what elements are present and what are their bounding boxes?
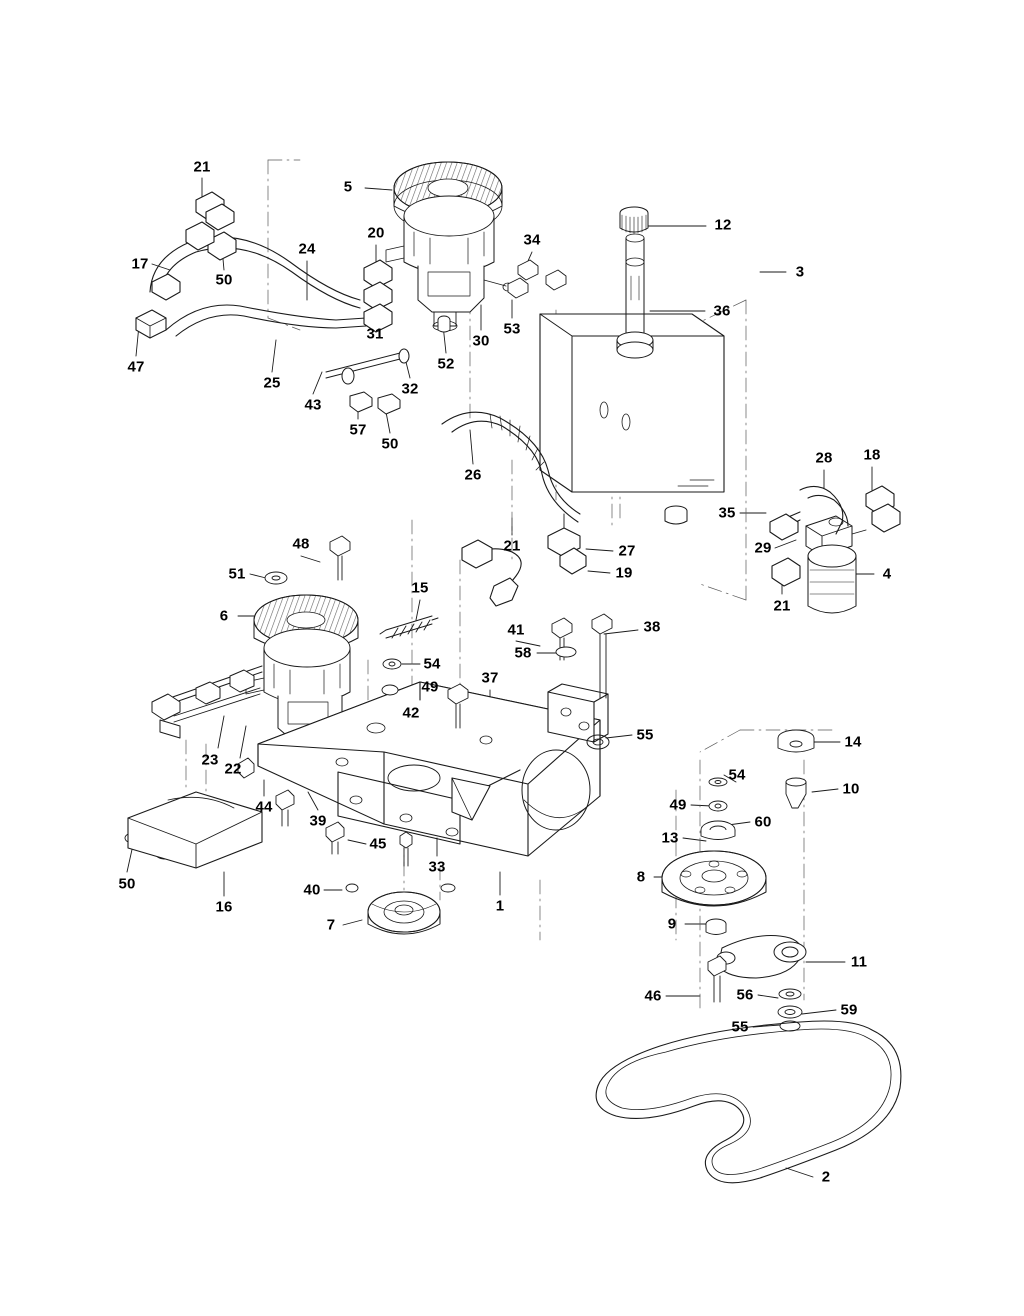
callout-59: 59 [840,1001,858,1019]
callout-43: 43 [304,396,322,414]
callout-18: 18 [863,446,881,464]
callout-30: 30 [472,332,490,350]
callout-31: 31 [366,325,384,343]
callout-11: 11 [850,953,868,971]
callout-23: 23 [201,751,219,769]
callout-34: 34 [523,231,541,249]
callout-32: 32 [401,380,419,398]
callout-21-c: 21 [773,597,791,615]
callout-27: 27 [618,542,636,560]
callout-53: 53 [503,320,521,338]
callout-3: 3 [795,263,805,281]
callout-7: 7 [326,916,336,934]
callout-19: 19 [615,564,633,582]
callout-22: 22 [224,760,242,778]
callout-12: 12 [714,216,732,234]
callout-44: 44 [255,798,273,816]
callout-50-b: 50 [381,435,399,453]
callout-37: 37 [481,669,499,687]
callout-17: 17 [131,255,149,273]
callout-21: 21 [193,158,211,176]
callout-48: 48 [292,535,310,553]
callout-56: 56 [736,986,754,1004]
callout-29: 29 [754,539,772,557]
callout-45: 45 [369,835,387,853]
callout-25: 25 [263,374,281,392]
callout-52: 52 [437,355,455,373]
callout-16: 16 [215,898,233,916]
callout-40: 40 [303,881,321,899]
callout-55-a: 55 [636,726,654,744]
callout-60: 60 [754,813,772,831]
callout-47: 47 [127,358,145,376]
callout-38: 38 [643,618,661,636]
callout-39: 39 [309,812,327,830]
callout-36: 36 [713,302,731,320]
callout-24: 24 [298,240,316,258]
callout-49-b: 49 [669,796,687,814]
callout-13: 13 [661,829,679,847]
callout-21-b: 21 [503,537,521,555]
callout-2: 2 [821,1168,831,1186]
callout-51: 51 [228,565,246,583]
callout-33: 33 [428,858,446,876]
callout-1: 1 [495,897,505,915]
callout-4: 4 [882,565,892,583]
callout-28: 28 [815,449,833,467]
callout-50-a: 50 [215,271,233,289]
callout-15: 15 [411,579,429,597]
callout-8: 8 [636,868,646,886]
callout-58: 58 [514,644,532,662]
callout-54-b: 54 [728,766,746,784]
callout-49-a: 49 [421,678,439,696]
callout-26: 26 [464,466,482,484]
callout-57: 57 [349,421,367,439]
callout-5: 5 [343,178,353,196]
callout-10: 10 [842,780,860,798]
callout-54-a: 54 [423,655,441,673]
callout-55-b: 55 [731,1018,749,1036]
callout-20: 20 [367,224,385,242]
callout-46: 46 [644,987,662,1005]
callout-50-c: 50 [118,875,136,893]
callout-9: 9 [667,915,677,933]
callout-35: 35 [718,504,736,522]
callout-14: 14 [844,733,862,751]
callout-42: 42 [402,704,420,722]
callout-6: 6 [219,607,229,625]
callout-41: 41 [507,621,525,639]
